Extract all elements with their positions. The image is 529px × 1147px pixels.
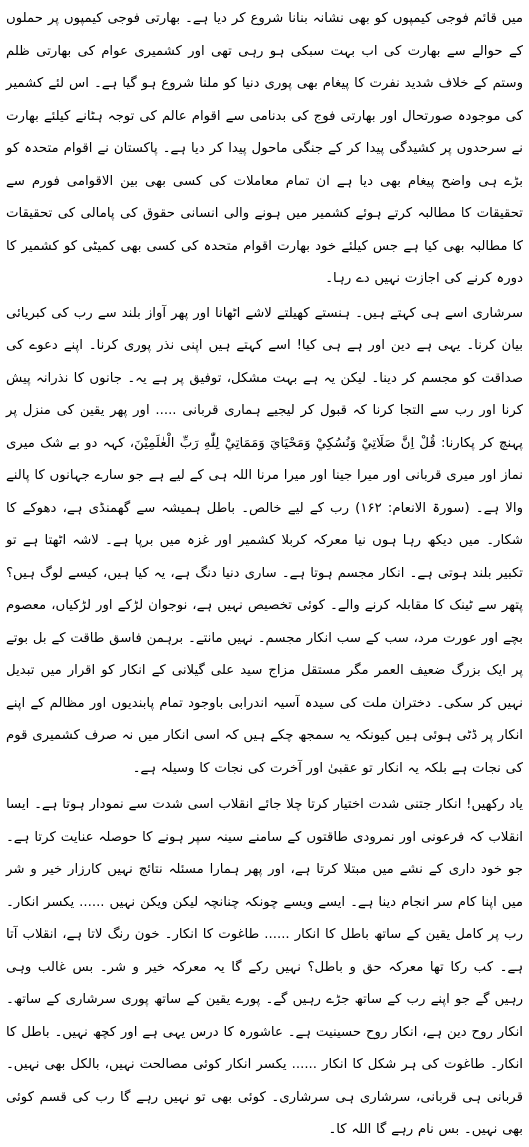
article-paragraph-3: یاد رکھیں! انکار جتنی شدت اختیار کرتا چلا جائے انقلاب اسی شدت سے نمودار ہوتا ہے۔ ایسا انقلاب کہ فرعونی اور نمرودی طاقتوں کے سامنے سینہ سپر ہونے کا حوصلہ عنایت کرتا ہے۔ جو خود داری کے نشے میں مبتلا کرتا ہے، اور پھر ہمارا مسئلہ نتائج نہیں کارزار خیر و شر میں اپنا کام سر انجام دینا ہے۔ ایسے ویسے چونکہ چنانچہ لیکن ویکن نہیں ...... یکسر انکار۔ رب پر کامل یقین کے ساتھ باطل کا انکار ...... طاغوت کا انکار۔ خون رنگ لاتا ہے، انقلاب آتا ہے۔ کب رکا تھا معرکہ حق و باطل؟ نہیں رکے گا یہ معرکہ خیر و شر۔ بس غالب وہی رہیں گے جو اپنے رب کے ساتھ جڑے رہیں گے۔ پورے یقین کے ساتھ پوری سرشاری کے ساتھ۔ انکار روح دین ہے، انکار روح حسینیت ہے۔ عاشورہ کا درس یہی ہے اور کچھ نہیں۔ باطل کا انکار۔ طاغوت کی ہر شکل کا انکار ...... یکسر انکار کوئی مصالحت نہیں، بالکل بھی نہیں۔ قربانی ہی قربانی، سرشاری ہی سرشاری۔ کوئی بھی تو نہیں رہے گا رب کی قسم کوئی بھی نہیں۔ بس نام رہے گا اللہ کا۔ — [6, 797, 523, 1137]
article-paragraph-1: میں قائم فوجی کیمپوں کو بھی نشانہ بنانا شروع کر دیا ہے۔ بھارتی فوجی کیمپوں پر حملوں کے حوالے سے بھارت کی اب بہت سبکی ہو رہی تھی اور کشمیری عوام کی بھارتی ظلم وستم کے خلاف شدید نفرت کا پیغام بھی پوری دنیا کو ملنا شروع ہو گیا ہے۔ اس لئے کشمیر کی موجودہ صورتحال اور بھارتی فوج کی بدنامی سے اقوام عالم کی توجہ ہٹانے کیلئے بھارت نے سرحدوں پر کشیدگی پیدا کر کے جنگی ماحول پیدا کر دیا ہے۔ پاکستان نے اقوام متحدہ کو بڑے ہی واضح پیغام بھی دیا ہے ان تمام معاملات کی کسی بھی بین الاقوامی فورم سے تحقیقات کا مطالبہ کرتے ہوئے کشمیر میں ہونے والی انسانی حقوق کی پامالی کی تحقیقات کا مطالبہ بھی کیا ہے جس کیلئے خود بھارت اقوام متحدہ کی کسی بھی کمیٹی کو کشمیر کا دورہ کرنے کی اجازت نہیں دے رہا۔ — [6, 11, 523, 286]
article-paragraph-2: سرشاری اسے ہی کہتے ہیں۔ ہنستے کھیلتے لاشے اٹھانا اور پھر آواز بلند سے رب کی کبریائی بیان کرنا۔ یہی ہے دین اور ہے ہی کیا! اسے کہتے ہیں اپنی نذر پوری کرنا۔ اپنے دعوے کی صداقت کو مجسم کر دینا۔ لیکن یہ ہے بہت مشکل، توفیق پر ہے یہ۔ جانوں کا نذرانہ پیش کرنا اور رب سے التجا کرنا کہ قبول کر لیجیے ہماری قربانی ..... اور پھر یقین کی منزل پر پہنچ کر پکارنا: قُلْ اِنَّ صَلَاتِيْ وَنُسُكِيْ وَمَحْيَايَ وَمَمَاتِيْ لِلّٰهِ رَبِّ الْعٰلَمِيْنَ، کہہ دو بے شک میری نماز اور میری قربانی اور میرا جینا اور میرا مرنا اللہ ہی کے لیے ہے جو سارے جہانوں کا پالنے والا ہے۔ (سورۃ الانعام: ۱۶۲) رب کے لیے خالص۔ باطل ہمیشہ سے گھمنڈی ہے، دھوکے کا شکار۔ میں دیکھ رہا ہوں نیا معرکہ کربلا کشمیر اور غزہ میں برپا ہے۔ لاشہ اٹھتا ہے تو تکبیر بلند ہوتی ہے۔ انکار مجسم ہوتا ہے۔ ساری دنیا دنگ ہے، یہ کیا ہیں، کیسے لوگ ہیں؟ پتھر سے ٹینک کا مقابلہ کرنے والے۔ کوئی تخصیص نہیں ہے، نوجوان لڑکے اور لڑکیاں، معصوم بچے اور عورت مرد، سب کے سب انکار مجسم۔ نہیں مانتے۔ برہمن فاسق طاقت کے بل بوتے پر ایک بزرگ ضعیف العمر مگر مستقل مزاج سید علی گیلانی کے انکار کو اقرار میں تبدیل نہیں کر سکی۔ دختران ملت کی سیدہ آسیہ اندرابی باوجود تمام پابندیوں اور مظالم کے اپنے انکار پر ڈٹی ہوئی ہیں کیونکہ یہ سمجھ چکے ہیں کہ اسی انکار میں نہ صرف کشمیری قوم کی نجات ہے بلکہ یہ انکار تو عقبیٰ اور آخرت کی نجات کا وسیلہ ہے۔ — [6, 305, 523, 776]
